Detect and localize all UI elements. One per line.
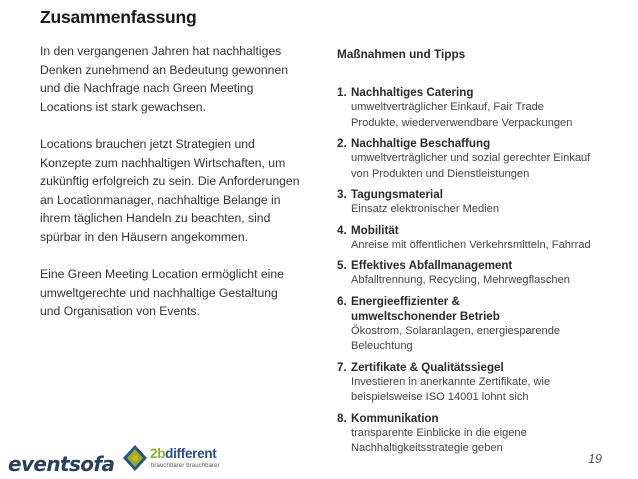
page-number: 19 bbox=[588, 452, 602, 466]
measure-item bbox=[337, 360, 617, 406]
2bdifferent-suffix: different bbox=[165, 446, 217, 461]
measure-description: Ökostrom, Solaranlagen, energiesparende bbox=[351, 324, 561, 337]
measure-title bbox=[337, 411, 617, 426]
measure-description: Anreise mit öffentlichen Verkehrsmitteln, Fahrrad bbox=[351, 238, 591, 251]
summary-paragraph bbox=[40, 265, 315, 321]
summary-line: Locations brauchen jetzt Strategien und bbox=[40, 136, 255, 151]
measure-number: 5. bbox=[337, 259, 347, 272]
measure-title-text: Zertifikate & Qualitätssiegel bbox=[351, 360, 504, 374]
summary-line: ihrem täglichen Handeln zu beachten, sind bbox=[40, 211, 271, 226]
summary-line: spürbar in den Häusern angekommen. bbox=[40, 229, 248, 244]
eventsofa-logo: eventsofa bbox=[8, 452, 115, 476]
measure-number: 7. bbox=[337, 360, 347, 374]
measure-title bbox=[337, 360, 617, 375]
summary-line: Denken zunehmend an Bedeutung gewonnen bbox=[40, 62, 289, 77]
2bdifferent-prefix: 2b bbox=[150, 446, 166, 461]
summary-paragraph bbox=[40, 135, 315, 247]
summary-line: Eine Green Meeting Location ermöglicht eine bbox=[40, 267, 284, 282]
page-title: Zusammenfassung bbox=[40, 7, 197, 27]
measure-title-text: Nachhaltige Beschaffung bbox=[351, 137, 491, 150]
measure-item bbox=[337, 136, 617, 182]
measure-item bbox=[337, 187, 617, 218]
measure-description: umweltverträglicher und sozial gerechter Einkauf bbox=[351, 152, 591, 164]
measure-description: beispielsweise ISO 14001 lohnt sich bbox=[351, 391, 529, 403]
measure-description: Produkte, wiederverwendbare Verpackungen bbox=[351, 116, 573, 129]
summary-line: und die Nachfrage nach Green Meeting bbox=[40, 81, 254, 96]
measure-title-text: Mobilität bbox=[351, 223, 399, 237]
summary-line: In den vergangenen Jahren hat nachhaltiges bbox=[40, 44, 282, 58]
measure-title-text: Nachhaltiges Catering bbox=[351, 86, 474, 99]
measure-number: 6. bbox=[337, 294, 347, 308]
measure-title bbox=[337, 223, 617, 238]
measure-description: Beleuchtung bbox=[351, 340, 413, 352]
measure-number: 3. bbox=[337, 188, 347, 201]
summary-paragraph bbox=[40, 42, 315, 116]
measure-title-text: Kommunikation bbox=[351, 411, 439, 425]
2bdifferent-mark-icon bbox=[122, 444, 148, 472]
measure-item bbox=[337, 223, 617, 254]
measure-description: Einsatz elektronischer Medien bbox=[351, 203, 499, 215]
measure-title-text: umweltschonender Betrieb bbox=[351, 309, 500, 323]
summary-line: zukünftig erfolgreich zu sein. Die Anforderungen bbox=[40, 174, 300, 189]
measure-title bbox=[337, 136, 617, 151]
measure-description: Abfalltrennung, Recycling, Mehrwegflaschen bbox=[351, 274, 570, 286]
summary-line: Konzepte zum nachhaltigen Wirtschaften, um bbox=[40, 155, 286, 170]
measure-title-text: Effektives Abfallmanagement bbox=[351, 259, 513, 272]
measure-description: Investieren in anerkannte Zertifikate, wie bbox=[351, 375, 551, 388]
measure-title bbox=[337, 258, 617, 273]
measure-number: 2. bbox=[337, 137, 347, 150]
measure-title-text: Energieeffizienter & bbox=[351, 294, 460, 308]
measure-title bbox=[337, 85, 617, 100]
measure-description: Nachhaltigkeitsstrategie geben bbox=[351, 442, 503, 454]
summary-line: an Locationmanager, nachhaltige Belange in bbox=[40, 192, 281, 207]
2bdifferent-tagline: brauchbarer brauchbarer bbox=[151, 463, 220, 469]
measure-number: 1. bbox=[337, 86, 347, 99]
summary-line: Locations ist stark gewachsen. bbox=[40, 99, 206, 114]
2bdifferent-wordmark bbox=[150, 446, 216, 461]
measures-heading: Maßnahmen und Tipps bbox=[337, 47, 466, 61]
measure-title-text: Tagungsmaterial bbox=[351, 188, 443, 201]
measure-number: 8. bbox=[337, 411, 347, 425]
measure-title bbox=[337, 187, 617, 202]
2bdifferent-logo bbox=[122, 444, 232, 474]
measure-item bbox=[337, 411, 617, 457]
measure-description: transparente Einblicke in die eigene bbox=[351, 426, 527, 439]
measure-description: umweltverträglicher Einkauf, Fair Trade bbox=[351, 101, 544, 113]
measures-list bbox=[337, 47, 617, 462]
summary-line: und Organisation von Events. bbox=[40, 304, 200, 319]
measure-item bbox=[337, 294, 617, 355]
summary-line: umweltgerechte und nachhaltige Gestaltung bbox=[40, 285, 278, 300]
measure-number: 4. bbox=[337, 223, 347, 237]
measure-description: von Produkten und Dienstleistungen bbox=[351, 167, 530, 180]
measure-item bbox=[337, 258, 617, 289]
measure-item bbox=[337, 85, 617, 131]
summary-text bbox=[40, 42, 315, 340]
measure-title bbox=[337, 294, 617, 309]
